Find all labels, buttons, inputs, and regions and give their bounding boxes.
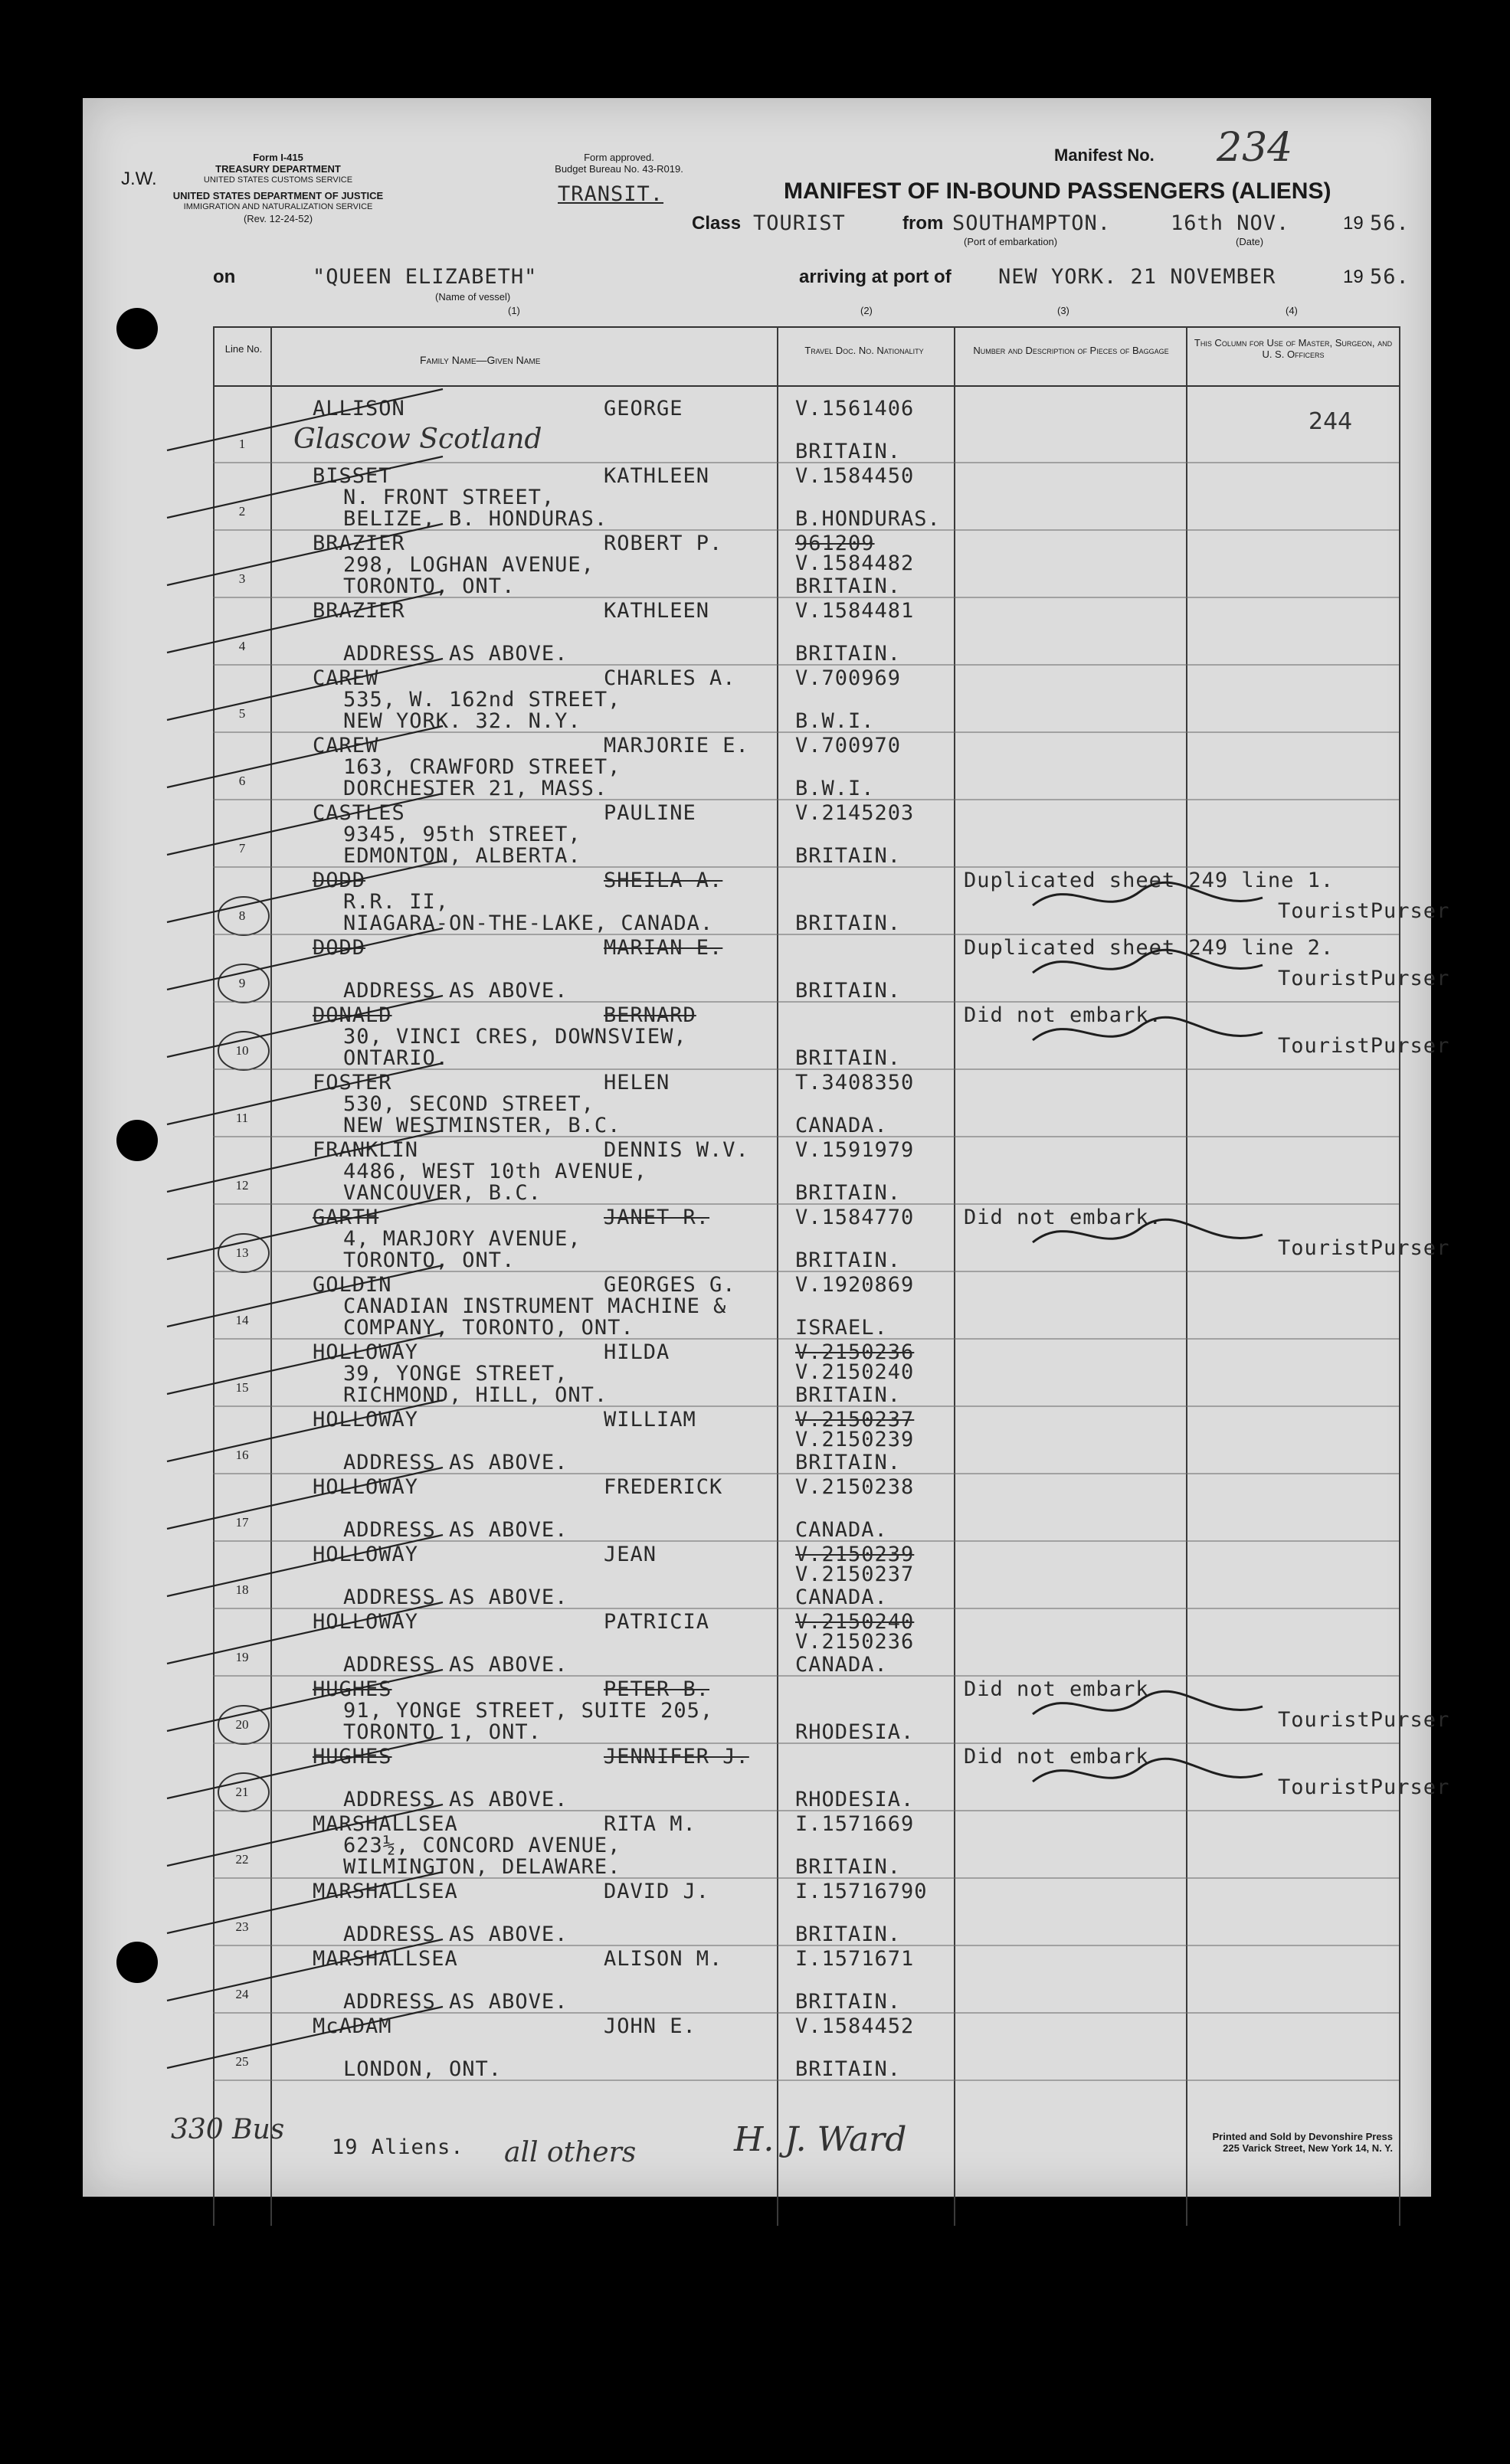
family-name: DONALD xyxy=(313,1003,392,1027)
punch-hole xyxy=(116,1120,158,1161)
line-number: 20 xyxy=(235,1717,249,1732)
address-line: 39, YONGE STREET, xyxy=(343,1362,568,1386)
family-name: MARSHALLSEA xyxy=(313,1812,458,1836)
line-number: 9 xyxy=(238,976,246,990)
nationality: B.W.I. xyxy=(795,777,875,800)
nationality: BRITAIN. xyxy=(795,1855,902,1879)
family-name: ALLISON xyxy=(313,397,405,420)
line-number: 22 xyxy=(235,1852,249,1867)
line-number-circle xyxy=(218,964,270,1003)
line-number: 14 xyxy=(235,1313,249,1327)
form-block xyxy=(167,152,389,224)
travel-doc-number: V.1584770 xyxy=(795,1206,915,1229)
col-divider xyxy=(270,326,272,2226)
travel-doc-number: I.1571671 xyxy=(795,1947,915,1971)
given-name: SHEILA A. xyxy=(604,869,723,892)
given-name: KATHLEEN xyxy=(604,599,710,623)
line-number: 3 xyxy=(238,571,246,586)
class-label: Class xyxy=(692,213,742,234)
given-name: CHARLES A. xyxy=(604,666,736,690)
pen-marks xyxy=(83,98,1431,2197)
address-line: ADDRESS AS ABOVE. xyxy=(343,1653,568,1677)
line-number: 16 xyxy=(235,1448,249,1462)
nationality: BRITAIN. xyxy=(795,440,902,463)
form-line: TREASURY DEPARTMENT xyxy=(215,163,341,175)
line-number: 4 xyxy=(238,639,246,653)
table-border xyxy=(213,326,215,2226)
baggage-note: Did not embark xyxy=(964,1677,1149,1701)
printer-line: Printed and Sold by Devonshire Press xyxy=(1212,2131,1393,2142)
travel-doc-number: T.3408350 xyxy=(795,1071,915,1095)
address-line: 530, SECOND STREET, xyxy=(343,1092,595,1116)
line-number: 6 xyxy=(238,774,246,788)
family-name: BISSET xyxy=(313,464,392,488)
purser-signoff: TouristPurser xyxy=(1278,899,1450,923)
travel-doc-number: V.2150238 xyxy=(795,1475,915,1499)
table-border xyxy=(1399,326,1400,2226)
given-name: HILDA xyxy=(604,1340,670,1364)
given-name: JANET R. xyxy=(604,1206,710,1229)
address-line: NEW YORK. 32. N.Y. xyxy=(343,709,581,733)
form-approved-line: Form approved. xyxy=(584,152,654,163)
family-name: CASTLES xyxy=(313,801,405,825)
line-number: 18 xyxy=(235,1582,249,1597)
arriving-label: arriving at port of xyxy=(799,267,952,287)
line-number: 23 xyxy=(235,1919,249,1934)
address-line: 163, CRAWFORD STREET, xyxy=(343,755,621,779)
given-name: DENNIS W.V. xyxy=(604,1138,749,1162)
address-line: BELIZE, B. HONDURAS. xyxy=(343,507,608,531)
given-name: ROBERT P. xyxy=(604,532,723,555)
family-name: HOLLOWAY xyxy=(313,1475,419,1499)
line-number: 13 xyxy=(235,1245,249,1260)
vessel-caption: (Name of vessel) xyxy=(435,291,511,303)
address-line: ADDRESS AS ABOVE. xyxy=(343,642,568,666)
col-number: (2) xyxy=(860,305,873,316)
travel-doc-number: V.2150239 xyxy=(795,1428,915,1451)
nationality: BRITAIN. xyxy=(795,2057,902,2081)
nationality: BRITAIN. xyxy=(795,1990,902,2014)
family-name: GOLDIN xyxy=(313,1273,392,1297)
punch-hole xyxy=(116,308,158,349)
address-line: ADDRESS AS ABOVE. xyxy=(343,1788,568,1811)
given-name: MARJORIE E. xyxy=(604,734,749,758)
family-name: FRANKLIN xyxy=(313,1138,419,1162)
given-name: DAVID J. xyxy=(604,1880,710,1903)
address-line: DORCHESTER 21, MASS. xyxy=(343,777,608,800)
margin-initials: J.W. xyxy=(121,169,157,189)
address-line: RICHMOND, HILL, ONT. xyxy=(343,1383,608,1407)
handwritten-note: Glascow Scotland xyxy=(293,424,542,455)
line-number: 21 xyxy=(235,1785,249,1799)
family-name: HOLLOWAY xyxy=(313,1408,419,1432)
family-name: DODD xyxy=(313,936,366,960)
form-line: IMMIGRATION AND NATURALIZATION SERVICE xyxy=(183,202,373,211)
inspector-signature: H. J. Ward xyxy=(734,2120,907,2159)
nationality: BRITAIN. xyxy=(795,1383,902,1407)
nationality: BRITAIN. xyxy=(795,642,902,666)
given-name: HELEN xyxy=(604,1071,670,1095)
nationality: CANADA. xyxy=(795,1518,888,1542)
form-approved-line: Budget Bureau No. 43-R019. xyxy=(555,163,683,175)
col-number: (4) xyxy=(1286,305,1298,316)
form-approved xyxy=(527,152,711,175)
family-name: GARTH xyxy=(313,1206,379,1229)
family-name: HUGHES xyxy=(313,1677,392,1701)
address-line: ADDRESS AS ABOVE. xyxy=(343,1451,568,1474)
baggage-note: Did not embark. xyxy=(964,1206,1162,1229)
address-line: N. FRONT STREET, xyxy=(343,486,555,509)
line-number: 25 xyxy=(235,2054,249,2069)
family-name: HOLLOWAY xyxy=(313,1543,419,1566)
address-line: ONTARIO. xyxy=(343,1046,450,1070)
header-travel-doc: Travel Doc. No. Nationality xyxy=(804,345,924,356)
col-divider xyxy=(1186,326,1187,2226)
arrival-year: 56. xyxy=(1370,265,1410,289)
address-line: 91, YONGE STREET, SUITE 205, xyxy=(343,1699,714,1723)
date-caption: (Date) xyxy=(1236,236,1264,247)
address-line: CANADIAN INSTRUMENT MACHINE & xyxy=(343,1294,727,1318)
given-name: PETER B. xyxy=(604,1677,710,1701)
travel-doc-number: I.15716790 xyxy=(795,1880,928,1903)
given-name: WILLIAM xyxy=(604,1408,696,1432)
baggage-note: Duplicated sheet 249 line 1. xyxy=(964,869,1335,892)
printer-line: 225 Varick Street, New York 14, N. Y. xyxy=(1223,2142,1393,2154)
family-name: MARSHALLSEA xyxy=(313,1947,458,1971)
given-name: JENNIFER J. xyxy=(604,1745,749,1769)
nationality: CANADA. xyxy=(795,1653,888,1677)
given-name: ALISON M. xyxy=(604,1947,723,1971)
col-number: (1) xyxy=(508,305,520,316)
family-name: FOSTER xyxy=(313,1071,392,1095)
given-name: GEORGE xyxy=(604,397,683,420)
class-value: TOURIST xyxy=(753,211,846,235)
address-line: 30, VINCI CRES, DOWNSVIEW, xyxy=(343,1025,687,1049)
nationality: RHODESIA. xyxy=(795,1720,915,1744)
footer-handwriting: 330 Bus xyxy=(171,2114,285,2145)
line-number-circle xyxy=(218,1772,270,1812)
travel-doc-number: V.1591979 xyxy=(795,1138,915,1162)
address-line: COMPANY, TORONTO, ONT. xyxy=(343,1316,634,1340)
col-divider xyxy=(777,326,778,2226)
nationality: ISRAEL. xyxy=(795,1316,888,1340)
line-number: 2 xyxy=(238,504,246,519)
transit-stamp: TRANSIT. xyxy=(558,182,664,206)
address-line: 4486, WEST 10th AVENUE, xyxy=(343,1160,647,1183)
line-number: 1 xyxy=(238,437,246,451)
line-number: 12 xyxy=(235,1178,249,1193)
address-line: 4, MARJORY AVENUE, xyxy=(343,1227,581,1251)
purser-signoff: TouristPurser xyxy=(1278,1034,1450,1058)
given-name: GEORGES G. xyxy=(604,1273,736,1297)
line-number: 7 xyxy=(238,841,246,856)
header-name: Family Name—Given Name xyxy=(420,354,541,366)
line-number: 8 xyxy=(238,908,246,923)
address-line: 298, LOGHAN AVENUE, xyxy=(343,553,595,577)
address-line: VANCOUVER, B.C. xyxy=(343,1181,542,1205)
document-title: MANIFEST OF IN-BOUND PASSENGERS (ALIENS) xyxy=(784,178,1331,204)
nationality: BRITAIN. xyxy=(795,844,902,868)
travel-doc-number: I.1571669 xyxy=(795,1812,915,1836)
nationality: BRITAIN. xyxy=(795,979,902,1003)
address-line: 623½, CONCORD AVENUE, xyxy=(343,1834,621,1857)
travel-doc-old: V.2150240 xyxy=(795,1610,915,1634)
given-name: BERNARD xyxy=(604,1003,696,1027)
nationality: BRITAIN. xyxy=(795,1248,902,1272)
travel-doc-old: V.2150239 xyxy=(795,1543,915,1566)
form-line: UNITED STATES DEPARTMENT OF JUSTICE xyxy=(172,190,384,201)
header-baggage: Number and Description of Pieces of Baggage xyxy=(973,345,1169,356)
purser-signoff: TouristPurser xyxy=(1278,967,1450,990)
address-line: NEW WESTMINSTER, B.C. xyxy=(343,1114,621,1137)
line-number: 11 xyxy=(235,1111,249,1125)
address-line: TORONTO, ONT. xyxy=(343,574,516,598)
travel-doc-number: V.2150237 xyxy=(795,1562,915,1586)
purser-signoff: TouristPurser xyxy=(1278,1708,1450,1732)
address-line: 535, W. 162nd STREET, xyxy=(343,688,621,712)
address-line: TORONTO, ONT. xyxy=(343,1248,516,1272)
line-number-circle xyxy=(218,896,270,936)
line-number-circle xyxy=(218,1233,270,1273)
travel-doc-number: V.2150236 xyxy=(795,1630,915,1654)
line-number-circle xyxy=(218,1705,270,1745)
vessel-name: "QUEEN ELIZABETH" xyxy=(313,265,538,289)
nationality: BRITAIN. xyxy=(795,911,902,935)
given-name: PATRICIA xyxy=(604,1610,710,1634)
header-line-no: Line No. xyxy=(224,343,263,355)
line-number: 17 xyxy=(235,1515,249,1530)
address-line: ADDRESS AS ABOVE. xyxy=(343,1585,568,1609)
col-number: (3) xyxy=(1057,305,1069,316)
travel-doc-number: V.2145203 xyxy=(795,801,915,825)
baggage-note: Duplicated sheet 249 line 2. xyxy=(964,936,1335,960)
family-name: BRAZIER xyxy=(313,532,405,555)
address-line: 9345, 95th STREET, xyxy=(343,823,581,846)
line-number: 15 xyxy=(235,1380,249,1395)
address-line: ADDRESS AS ABOVE. xyxy=(343,1518,568,1542)
alien-count: 19 Aliens. xyxy=(332,2135,464,2159)
family-name: MARSHALLSEA xyxy=(313,1880,458,1903)
col-divider xyxy=(954,326,955,2226)
given-name: RITA M. xyxy=(604,1812,696,1836)
given-name: JEAN xyxy=(604,1543,657,1566)
address-line: R.R. II, xyxy=(343,890,450,914)
travel-doc-number: V.1561406 xyxy=(795,397,915,420)
form-line: (Rev. 12-24-52) xyxy=(243,213,313,224)
travel-doc-number: V.700969 xyxy=(795,666,902,690)
port-caption: (Port of embarkation) xyxy=(964,236,1058,247)
departure-year: 56. xyxy=(1370,211,1410,235)
given-name: JOHN E. xyxy=(604,2014,696,2038)
address-line: EDMONTON, ALBERTA. xyxy=(343,844,581,868)
given-name: FREDERICK xyxy=(604,1475,723,1499)
header-officers: This Column for Use of Master, Surgeon, and U. S. Officers xyxy=(1194,337,1393,360)
nationality: BRITAIN. xyxy=(795,1181,902,1205)
footer-handwriting: all others xyxy=(504,2137,637,2168)
nationality: BRITAIN. xyxy=(795,1046,902,1070)
travel-doc-number: V.700970 xyxy=(795,734,902,758)
line-number: 5 xyxy=(238,706,246,721)
year-prefix: 19 xyxy=(1343,213,1364,234)
baggage-note: Did not embark. xyxy=(964,1003,1162,1027)
printer-imprint xyxy=(1140,2131,1393,2154)
address-line: ADDRESS AS ABOVE. xyxy=(343,1990,568,2014)
line-number-circle xyxy=(218,1031,270,1071)
form-line: Form I-415 xyxy=(253,152,303,163)
travel-doc-number: V.1584452 xyxy=(795,2014,915,2038)
travel-doc-number: V.1584450 xyxy=(795,464,915,488)
from-label: from xyxy=(902,213,944,234)
address-line: NIAGARA-ON-THE-LAKE, CANADA. xyxy=(343,911,714,935)
table-top-border xyxy=(213,326,1400,328)
given-name: MARIAN E. xyxy=(604,936,723,960)
family-name: HUGHES xyxy=(313,1745,392,1769)
year-prefix: 19 xyxy=(1343,267,1364,287)
family-name: HOLLOWAY xyxy=(313,1340,419,1364)
given-name: KATHLEEN xyxy=(604,464,710,488)
travel-doc-old: V.2150236 xyxy=(795,1340,915,1364)
nationality: CANADA. xyxy=(795,1585,888,1609)
family-name: CAREW xyxy=(313,734,379,758)
family-name: McADAM xyxy=(313,2014,392,2038)
punch-hole xyxy=(116,1942,158,1983)
family-name: BRAZIER xyxy=(313,599,405,623)
arrival-port-date: NEW YORK. 21 NOVEMBER xyxy=(998,265,1276,289)
nationality: CANADA. xyxy=(795,1114,888,1137)
family-name: DODD xyxy=(313,869,366,892)
line-number: 19 xyxy=(235,1650,249,1664)
travel-doc-old: V.2150237 xyxy=(795,1408,915,1432)
port-of-embarkation: SOUTHAMPTON. xyxy=(952,211,1112,235)
nationality: BRITAIN. xyxy=(795,1451,902,1474)
nationality: RHODESIA. xyxy=(795,1788,915,1811)
purser-signoff: TouristPurser xyxy=(1278,1236,1450,1260)
header-bottom-border xyxy=(213,385,1400,387)
nationality: BRITAIN. xyxy=(795,574,902,598)
travel-doc-number: V.1584482 xyxy=(795,551,915,575)
nationality: B.HONDURAS. xyxy=(795,507,941,531)
nationality: BRITAIN. xyxy=(795,1922,902,1946)
family-name: CAREW xyxy=(313,666,379,690)
form-line: UNITED STATES CUSTOMS SERVICE xyxy=(203,175,353,185)
nationality: B.W.I. xyxy=(795,709,875,733)
manifest-number: 234 xyxy=(1217,125,1293,171)
travel-doc-number: V.1920869 xyxy=(795,1273,915,1297)
line-number: 24 xyxy=(235,1987,249,2001)
address-line: LONDON, ONT. xyxy=(343,2057,503,2081)
line-number: 10 xyxy=(235,1043,249,1058)
travel-doc-number: V.2150240 xyxy=(795,1360,915,1384)
address-line: TORONTO 1, ONT. xyxy=(343,1720,542,1744)
address-line: ADDRESS AS ABOVE. xyxy=(343,979,568,1003)
travel-doc-old: 961209 xyxy=(795,532,875,555)
manifest-sheet xyxy=(83,98,1450,2197)
departure-date: 16th NOV. xyxy=(1171,211,1290,235)
on-label: on xyxy=(213,267,236,287)
purser-signoff: TouristPurser xyxy=(1278,1775,1450,1799)
manifest-number-label: Manifest No. xyxy=(1054,146,1155,165)
address-line: WILMINGTON, DELAWARE. xyxy=(343,1855,621,1879)
family-name: HOLLOWAY xyxy=(313,1610,419,1634)
travel-doc-number: V.1584481 xyxy=(795,599,915,623)
officer-note: 244 xyxy=(1309,408,1353,435)
baggage-note: Did not embark xyxy=(964,1745,1149,1769)
address-line: ADDRESS AS ABOVE. xyxy=(343,1922,568,1946)
given-name: PAULINE xyxy=(604,801,696,825)
